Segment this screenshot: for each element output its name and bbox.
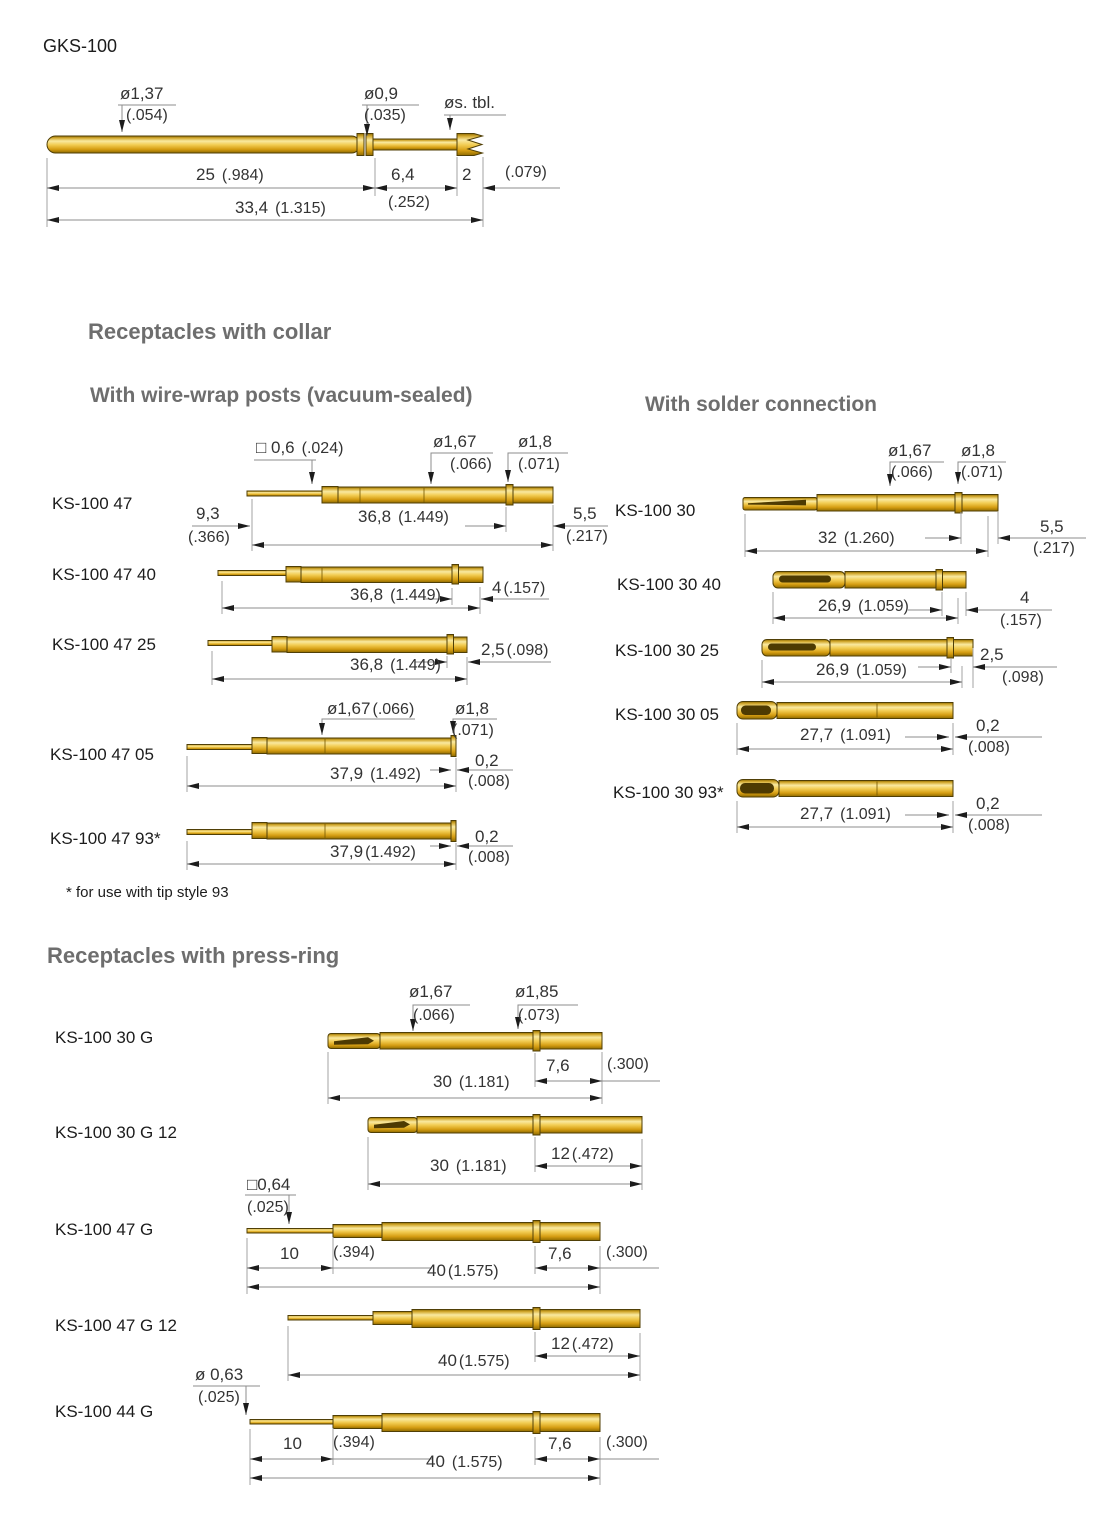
ks4705-dia1: ø1,67 (.066) xyxy=(327,699,415,718)
gks-dia-plunger-in: (.035) xyxy=(364,107,406,124)
ks47-dia2: ø1,8 xyxy=(518,432,553,451)
gks-dia-barrel: ø1,37 xyxy=(120,84,164,103)
ks4740-len: 36,8 (1.449) xyxy=(350,585,441,604)
gks-len-total: 33,4 (1.315) xyxy=(235,198,326,217)
label-ks-100-30-g: KS-100 30 G xyxy=(55,1028,154,1047)
label-ks-100-47-40: KS-100 47 40 xyxy=(52,565,156,584)
heading-wire-wrap: With wire-wrap posts (vacuum-sealed) xyxy=(90,384,473,407)
ks44g-tail-in: (.300) xyxy=(606,1434,648,1451)
ks44g-post: 10 xyxy=(283,1434,302,1453)
ks30-dia2: ø1,8 xyxy=(961,441,996,460)
label-ks-100-47: KS-100 47 xyxy=(52,494,133,513)
ks4705-len: 37,9 (1.492) xyxy=(330,764,421,783)
ks3025-tail: 2,5 xyxy=(980,645,1004,664)
ks47-tail: 5,5 xyxy=(573,504,597,523)
label-ks-100-47-93: KS-100 47 93* xyxy=(50,829,161,848)
ks47-dia2-in: (.071) xyxy=(518,456,560,473)
label-ks-100-30-05: KS-100 30 05 xyxy=(615,705,719,724)
ks30g-len: 30 (1.181) xyxy=(433,1072,510,1091)
ks3005-tail-in: (.008) xyxy=(968,739,1010,756)
ks4793-tail-in: (.008) xyxy=(468,849,510,866)
ks47g12-len: 40 (1.575) xyxy=(438,1351,510,1370)
ks4725-tail: 2,5 (.098) xyxy=(481,640,549,659)
gks-len-tip-in: (.079) xyxy=(505,164,547,181)
page-title: GKS-100 xyxy=(43,36,118,56)
ks4705-tail-in: (.008) xyxy=(468,773,510,790)
ks44g-dia-in: (.025) xyxy=(198,1389,240,1406)
ks4705-dia2: ø1,8 xyxy=(455,699,490,718)
ks4793-len: 37,9 (1.492) xyxy=(330,842,416,861)
gks-dia-tip: øs. tbl. xyxy=(444,93,496,112)
ks47g-tail-in: (.300) xyxy=(606,1244,648,1261)
gks-len-plunger: 6,4 xyxy=(391,165,415,184)
label-ks-100-44-g: KS-100 44 G xyxy=(55,1402,154,1421)
ks30-len: 32 (1.260) xyxy=(818,528,895,547)
ks4740-tail: 4 (.157) xyxy=(492,578,546,597)
ks47g-square: □0,64 xyxy=(247,1175,291,1194)
ks30g-dia1-in: (.066) xyxy=(413,1007,455,1024)
ks30g-tail-in: (.300) xyxy=(607,1056,649,1073)
label-ks-100-47-g-12: KS-100 47 G 12 xyxy=(55,1316,177,1335)
footnote: * for use with tip style 93 xyxy=(66,884,229,901)
ks30g12-len: 30 (1.181) xyxy=(430,1156,507,1175)
ks47g-post: 10 xyxy=(280,1244,299,1263)
ks3025-len: 26,9 (1.059) xyxy=(816,660,907,679)
ks44g-tail: 7,6 xyxy=(548,1434,572,1453)
ks47g12-tail: 12 (.472) xyxy=(551,1334,614,1353)
ks30-tail-in: (.217) xyxy=(1033,540,1075,557)
ks30-dia1: ø1,67 xyxy=(888,441,932,460)
ks4725-len: 36,8 (1.449) xyxy=(350,655,441,674)
label-ks-100-47-g: KS-100 47 G xyxy=(55,1220,154,1239)
ks4705-tail: 0,2 xyxy=(475,751,499,770)
ks47-post: 9,3 xyxy=(196,504,220,523)
ks47g-tail: 7,6 xyxy=(548,1244,572,1263)
ks4705-dia2-in: (.071) xyxy=(452,722,494,739)
ks30g-dia1: ø1,67 xyxy=(409,982,453,1001)
label-ks-100-30-25: KS-100 30 25 xyxy=(615,641,719,660)
ks44g-post-in: (.394) xyxy=(333,1434,375,1451)
ks47-post-in: (.366) xyxy=(188,529,230,546)
ks3093-tail: 0,2 xyxy=(976,794,1000,813)
ks3025-tail-in: (.098) xyxy=(1002,669,1044,686)
ks44g-len: 40 (1.575) xyxy=(426,1452,503,1471)
ks47-len: 36,8 (1.449) xyxy=(358,507,449,526)
ks30-dia1-in: (.066) xyxy=(891,464,933,481)
ks44g-dia: ø 0,63 xyxy=(195,1365,244,1384)
ks47-dia1: ø1,67 xyxy=(433,432,477,451)
ks30-dia2-in: (.071) xyxy=(961,464,1003,481)
ks47-tail-in: (.217) xyxy=(566,528,608,545)
ks30g-dia2: ø1,85 xyxy=(515,982,559,1001)
ks3040-tail-in: (.157) xyxy=(1000,612,1042,629)
ks47g-len: 40 (1.575) xyxy=(427,1261,499,1280)
ks30g-dia2-in: (.073) xyxy=(518,1007,560,1024)
gks-dia-plunger: ø0,9 xyxy=(364,84,399,103)
gks-len-tip: 2 xyxy=(462,165,472,184)
label-ks-100-30-40: KS-100 30 40 xyxy=(617,575,721,594)
ks47g-square-in: (.025) xyxy=(247,1199,289,1216)
ks47-dia1-in: (.066) xyxy=(450,456,492,473)
label-ks-100-30-g-12: KS-100 30 G 12 xyxy=(55,1123,177,1142)
heading-receptacles-collar: Receptacles with collar xyxy=(88,319,332,344)
label-ks-100-47-25: KS-100 47 25 xyxy=(52,635,156,654)
label-ks-100-47-05: KS-100 47 05 xyxy=(50,745,154,764)
ks47g-post-in: (.394) xyxy=(333,1244,375,1261)
ks3093-tail-in: (.008) xyxy=(968,817,1010,834)
label-ks-100-30-93: KS-100 30 93* xyxy=(613,783,724,802)
label-ks-100-30: KS-100 30 xyxy=(615,501,696,520)
ks47-square: □ 0,6 (.024) xyxy=(256,438,344,457)
ks3005-len: 27,7 (1.091) xyxy=(800,725,891,744)
gks-dia-barrel-in: (.054) xyxy=(126,107,168,124)
ks3040-tail: 4 xyxy=(1020,588,1030,607)
ks4793-tail: 0,2 xyxy=(475,827,499,846)
ks3005-tail: 0,2 xyxy=(976,716,1000,735)
ks30-tail: 5,5 xyxy=(1040,517,1064,536)
gks-len-plunger-in: (.252) xyxy=(388,194,430,211)
gks-len-barrel: 25 (.984) xyxy=(196,165,264,184)
ks3093-len: 27,7 (1.091) xyxy=(800,804,891,823)
ks30g-tail: 7,6 xyxy=(546,1056,570,1075)
ks30g12-tail: 12 (.472) xyxy=(551,1144,614,1163)
heading-press-ring: Receptacles with press-ring xyxy=(47,943,340,968)
heading-solder: With solder connection xyxy=(645,393,877,416)
ks3040-len: 26,9 (1.059) xyxy=(818,596,909,615)
